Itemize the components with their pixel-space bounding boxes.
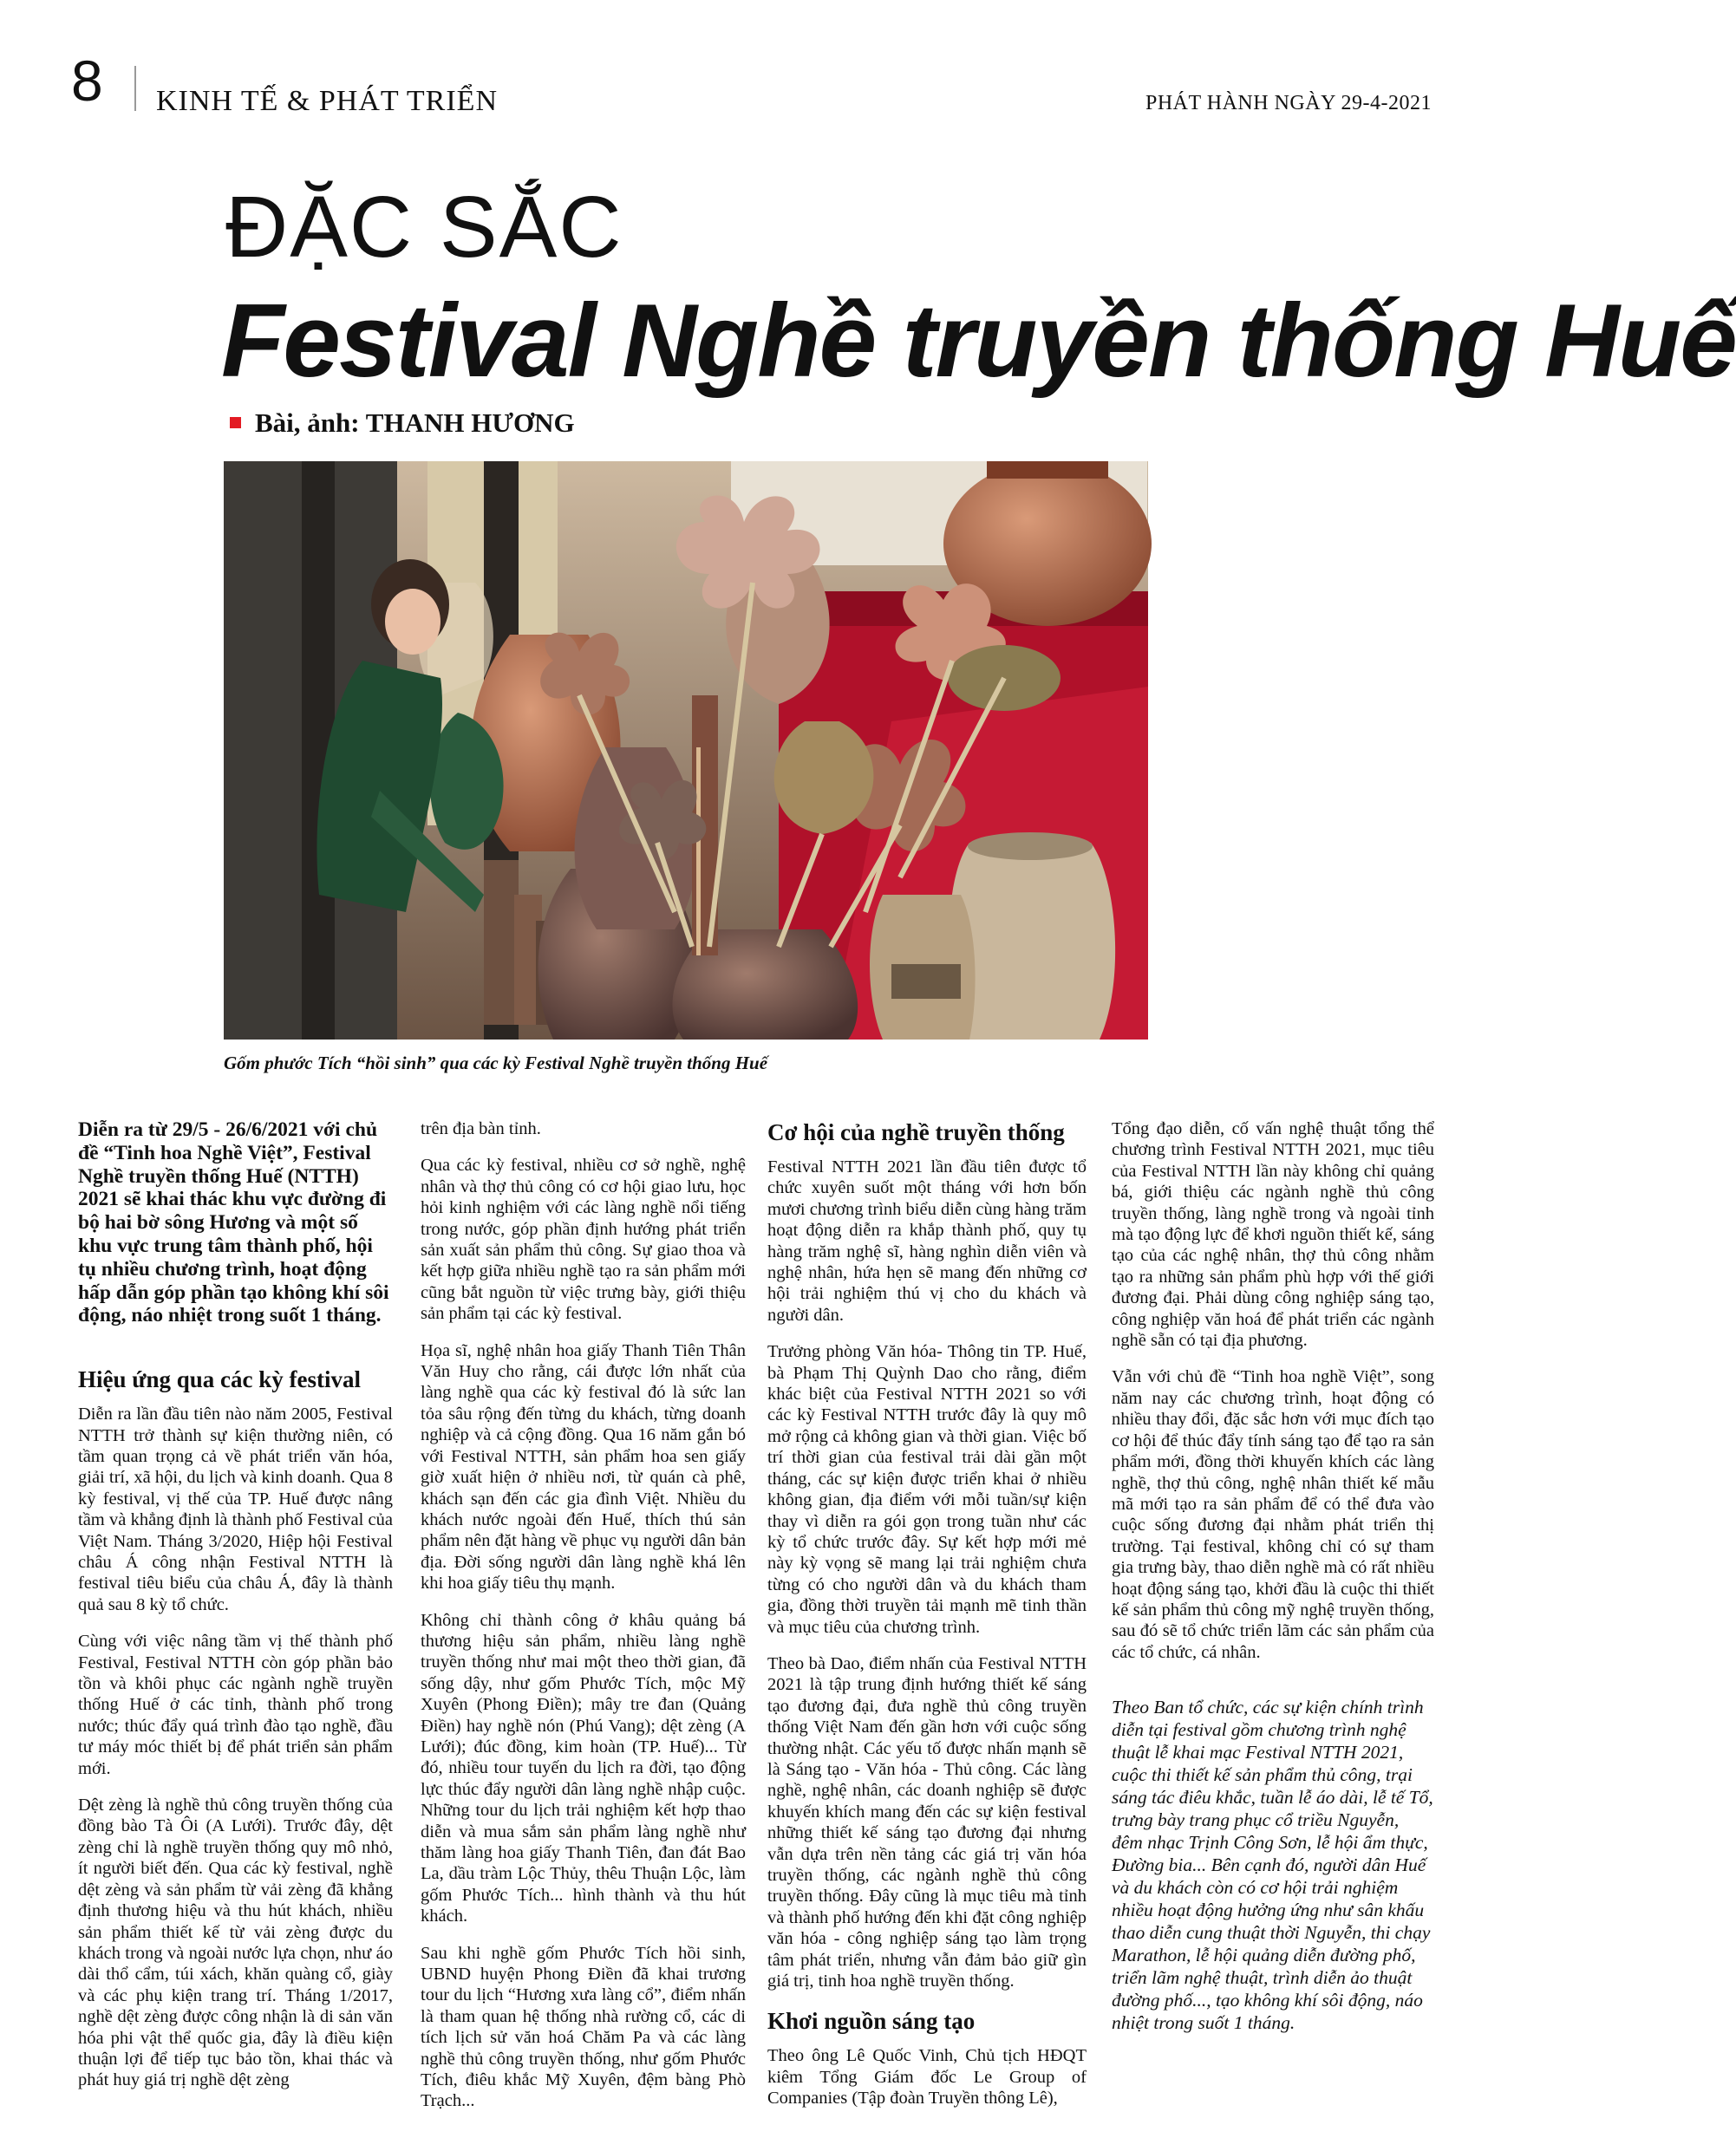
column-2 bbox=[421, 1118, 746, 2128]
article-photo bbox=[224, 461, 1148, 1040]
article-headline: Festival Nghề truyền thống Huế bbox=[221, 283, 1736, 399]
photo-caption: Gốm phước Tích “hồi sinh” qua các kỳ Festival Nghề truyền thống Huế bbox=[224, 1053, 768, 1073]
page-number: 8 bbox=[71, 49, 103, 113]
subheading-source: Khơi nguồn sáng tạo bbox=[767, 2008, 976, 2035]
article-kicker: ĐẶC SẮC bbox=[225, 179, 623, 276]
paragraph: Theo ông Lê Quốc Vinh, Chủ tịch HĐQT kiêm Tổng Giám đốc Le Group of Companies (Tập đoàn Truyền thông Lê), bbox=[767, 2046, 1087, 2109]
paragraph: Sau khi nghề gốm Phước Tích hồi sinh, UBND huyện Phong Điền đã khai trương tour du lịch “Hương xưa làng cổ”, điểm nhấn là tham quan hệ thống nhà rường cổ, các di tích lịch sử văn hoá Chăm Pa và các làng nghề thủ công truyền thống, như gốm Phước Tích, điêu khắc Mỹ Xuyên, đệm bàng Phò Trạch... bbox=[421, 1943, 746, 2111]
paragraph: Diễn ra lần đầu tiên nào năm 2005, Festival NTTH trở thành sự kiện thường niên, có tầm quan trọng cả về phát triển văn hóa, giải trí, xã hội, du lịch và kinh doanh. Qua 8 kỳ festival, vị thế của TP. Huế được nâng tầm và khẳng định là thành phố Festival của Việt Nam. Tháng 3/2020, Hiệp hội Festival châu Á công nhận Festival NTTH là festival tiêu biểu của châu Á, đây là thành quả sau 8 kỳ tổ chức. bbox=[78, 1405, 393, 1614]
pull-quote: Theo Ban tổ chức, các sự kiện chính trình diễn tại festival gồm chương trình nghệ thuật lễ khai mạc Festival NTTH 2021, cuộc thi thiết kế sản phẩm thủ công, trại sáng tác điêu khắc, tuần lễ áo dài, lễ tế Tổ, trưng bày trang phục cổ triều Nguyễn, đêm nhạc Trịnh Công Sơn, lễ hội ẩm thực, Đường bia... Bên cạnh đó, người dân Huế và du khách còn có cơ hội trải nghiệm nhiều hoạt động hưởng ứng như sân khấu thao diễn cung thuật thời Nguyễn, thi chạy Marathon, lễ hội quảng diễn đường phố, triển lãm nghệ thuật, trình diễn ảo thuật đường phố..., tạo không khí sôi động, náo nhiệt trong suốt 1 tháng. bbox=[1112, 1697, 1433, 2034]
subheading-opportunity: Cơ hội của nghề truyền thống bbox=[767, 1119, 1065, 1145]
paragraph: Cùng với việc nâng tầm vị thế thành phố Festival, Festival NTTH còn góp phần bảo tồn và khôi phục các ngành nghề truyền thống Huế ở các tỉnh, thành phố trong nước; thúc đẩy quá trình đào tạo nghề, đầu tư máy móc thiết bị để phát triển sản phẩm mới. bbox=[78, 1632, 393, 1778]
issue-date: PHÁT HÀNH NGÀY 29-4-2021 bbox=[1145, 92, 1432, 114]
paragraph: Dệt zèng là nghề thủ công truyền thống của đồng bào Tà Ôi (A Lưới). Trước đây, dệt zèng chỉ là nghề truyền thống quy mô nhỏ, ít người biết đến. Qua các kỳ festival, nghề dệt zèng và sản phẩm từ vải zèng đã khẳng định thương hiệu và thu hút khách, nhiều sản phẩm thiết kế từ vải zèng được du khách trong và ngoài nước lựa chọn, như áo dài thổ cẩm, túi xách, khăn quàng cổ, giày và các phụ kiện trang trí. Tháng 1/2017, nghề dệt zèng được công nhận là di sản văn hóa phi vật thể quốc gia, đây là điều kiện thuận lợi để tiếp tục bảo tồn, khai thác và phát huy giá trị nghề dệt zèng bbox=[78, 1796, 393, 2090]
column-3 bbox=[767, 1118, 1087, 2125]
paragraph: Không chỉ thành công ở khâu quảng bá thương hiệu sản phẩm, nhiều làng nghề truyền thống như mai một theo thời gian, đã sống dậy, như gốm Phước Tích, mộc Mỹ Xuyên (Phong Điền); mây tre đan (Quảng Điền) hay nghề nón (Phú Vang); dệt zèng (A Lưới); đúc đồng, kim hoàn (TP. Huế)... Từ đó, nhiều tour tuyến du lịch ra đời, tạo động lực thúc đẩy người dân làng nghề nhập cuộc. Những tour du lịch trải nghiệm kết hợp thao diễn và mua sắm sản phẩm làng nghề như thăm làng hoa giấy Thanh Tiên, đan đát Bao La, dầu tràm Lộc Thủy, thêu Thuận Lộc, làm gốm Phước Tích... hình thành và thu hút khách. bbox=[421, 1610, 746, 1926]
subheading-effect: Hiệu ứng qua các kỳ festival bbox=[78, 1366, 361, 1393]
header-divider bbox=[134, 66, 136, 111]
pottery-photo-illustration bbox=[224, 461, 1148, 1040]
byline-square-icon bbox=[230, 417, 241, 428]
section-title: KINH TẾ & PHÁT TRIỂN bbox=[156, 85, 498, 117]
paragraph: trên địa bàn tỉnh. bbox=[421, 1119, 541, 1138]
column-4 bbox=[1112, 1118, 1434, 2050]
paragraph: Qua các kỳ festival, nhiều cơ sở nghề, nghệ nhân và thợ thủ công có cơ hội giao lưu, học hỏi kinh nghiệm với các làng nghề nổi tiếng trong nước, góp phần định hướng phát triển sản xuất sản phẩm thủ công. Sự giao thoa và kết hợp giữa nhiều nghề tạo ra sản phẩm mới cũng bắt nguồn từ việc trưng bày, giới thiệu sản phẩm tại các kỳ festival. bbox=[421, 1156, 746, 1324]
byline bbox=[230, 407, 575, 439]
paragraph: Vẫn với chủ đề “Tinh hoa nghề Việt”, song năm nay các chương trình, hoạt động có nhiều thay đổi, đặc sắc hơn với mục đích tạo cơ hội để thúc đẩy tính sáng tạo để tạo ra sản phẩm mới, đồng thời khuyến khích các làng nghề, thợ thủ công, nghệ nhân thiết kế mẫu mã mới tạo ra sản phẩm để có thể đưa vào cuộc sống đương đại nhằm phát triển thị trường. Tại festival, không chỉ có sự tham gia trưng bày, thao diễn nghề mà có rất nhiều hoạt động sáng tạo, khởi đầu là cuộc thi thiết kế sản phẩm thủ công mỹ nghệ truyền thống, sau đó sẽ tổ chức triển lãm các sản phẩm của các tổ chức, cá nhân. bbox=[1112, 1367, 1434, 1662]
paragraph: Trưởng phòng Văn hóa- Thông tin TP. Huế, bà Phạm Thị Quỳnh Dao cho rằng, điểm khác biệt của Festival NTTH 2021 so với các kỳ Festival NTTH trước đây là quy mô mở rộng cả không gian và thời gian. Việc bố trí thời gian của festival trải dài gần một tháng, các sự kiện được triển khai ở nhiều không gian, địa điểm với mỗi tuần/sự kiện thay vì diễn ra gói gọn trong tuần như các kỳ tổ chức trước đây. Sự kết hợp mới mẻ này kỳ vọng sẽ mang lại trải nghiệm chưa từng có cho người dân và du khách tham gia, đồng thời truyền tải mạnh mẽ tinh thần và mục tiêu của chương trình. bbox=[767, 1342, 1087, 1637]
column-1 bbox=[78, 1118, 393, 2107]
paragraph: Festival NTTH 2021 lần đầu tiên được tổ chức xuyên suốt một tháng với hơn bốn mươi chương trình biểu diễn cùng hàng trăm hoạt động diễn ra khắp thành phố, quy tụ hàng trăm nghệ sĩ, hàng nghìn diễn viên và nghệ nhân, hứa hẹn sẽ mang đến những cơ hội trải nghiệm thú vị cho du khách và người dân. bbox=[767, 1157, 1087, 1325]
paragraph: Theo bà Dao, điểm nhấn của Festival NTTH 2021 là tập trung định hướng thiết kế sáng tạo đương đại, đưa nghề thủ công truyền thống Việt Nam đến gần hơn với cuộc sống thường nhật. Các yếu tố được nhấn mạnh sẽ là Sáng tạo - Văn hóa - Thủ công. Các làng nghề, nghệ nhân, các doanh nghiệp sẽ được khuyến khích mang đến các sự kiện festival những thiết kế sáng tạo đương đại nhưng vẫn dựa trên nền tảng các giá trị văn hóa truyền thống, các ngành nghề thủ công truyền thống. Đây cũng là mục tiêu mà tỉnh và thành phố hướng đến khi đặt công nghiệp văn hóa - công nghiệp sáng tạo làm trọng tâm phát triển, nhưng vẫn đảm bảo giữ gìn giá trị, tinh hoa nghề truyền thống. bbox=[767, 1653, 1087, 1991]
paragraph: Họa sĩ, nghệ nhân hoa giấy Thanh Tiên Thân Văn Huy cho rằng, cái được lớn nhất của làng nghề qua các kỳ festival đó là sức lan tỏa sâu rộng đến từng du khách, từng doanh nghiệp và cả cộng đồng. Qua 16 năm gắn bó với Festival NTTH, sản phẩm hoa sen giấy giờ xuất hiện ở nhiều nơi, từ quán cà phê, khách sạn đến các gia đình Việt. Nhiều du khách nước ngoài đến Huế, thích thú sản phẩm nên đặt hàng về phục vụ người dân bản địa. Đời sống người dân làng nghề khá lên khi hoa giấy tiêu thụ mạnh. bbox=[421, 1340, 746, 1594]
byline-text: Bài, ảnh: THANH HƯƠNG bbox=[255, 407, 575, 438]
article-lead: Diễn ra từ 29/5 - 26/6/2021 với chủ đề “Tinh hoa Nghề Việt”, Festival Nghề truyền thống Huế (NTTH) 2021 sẽ khai thác khu vực đường đi bộ hai bờ sông Hương và một số khu vực trung tâm thành phố, hội tụ nhiều chương trình, hoạt động hấp dẫn góp phần tạo không khí sôi động, náo nhiệt trong suốt 1 tháng. bbox=[78, 1118, 389, 1327]
paragraph: Tổng đạo diễn, cố vấn nghệ thuật tổng thể chương trình Festival NTTH 2021, mục tiêu của Festival NTTH lần này không chỉ quảng bá, giới thiệu các ngành nghề thủ công truyền thống, làng nghề trong và ngoài tỉnh mà tạo động lực để khơi nguồn thiết kế, sáng tạo của các nghệ nhân, thợ thủ công nhằm tạo ra những sản phẩm phù hợp với thế giới đương đại. Phải dùng công nghiệp sáng tạo, công nghiệp văn hoá để phát triển các ngành nghề sẵn có tại địa phương. bbox=[1112, 1119, 1434, 1351]
